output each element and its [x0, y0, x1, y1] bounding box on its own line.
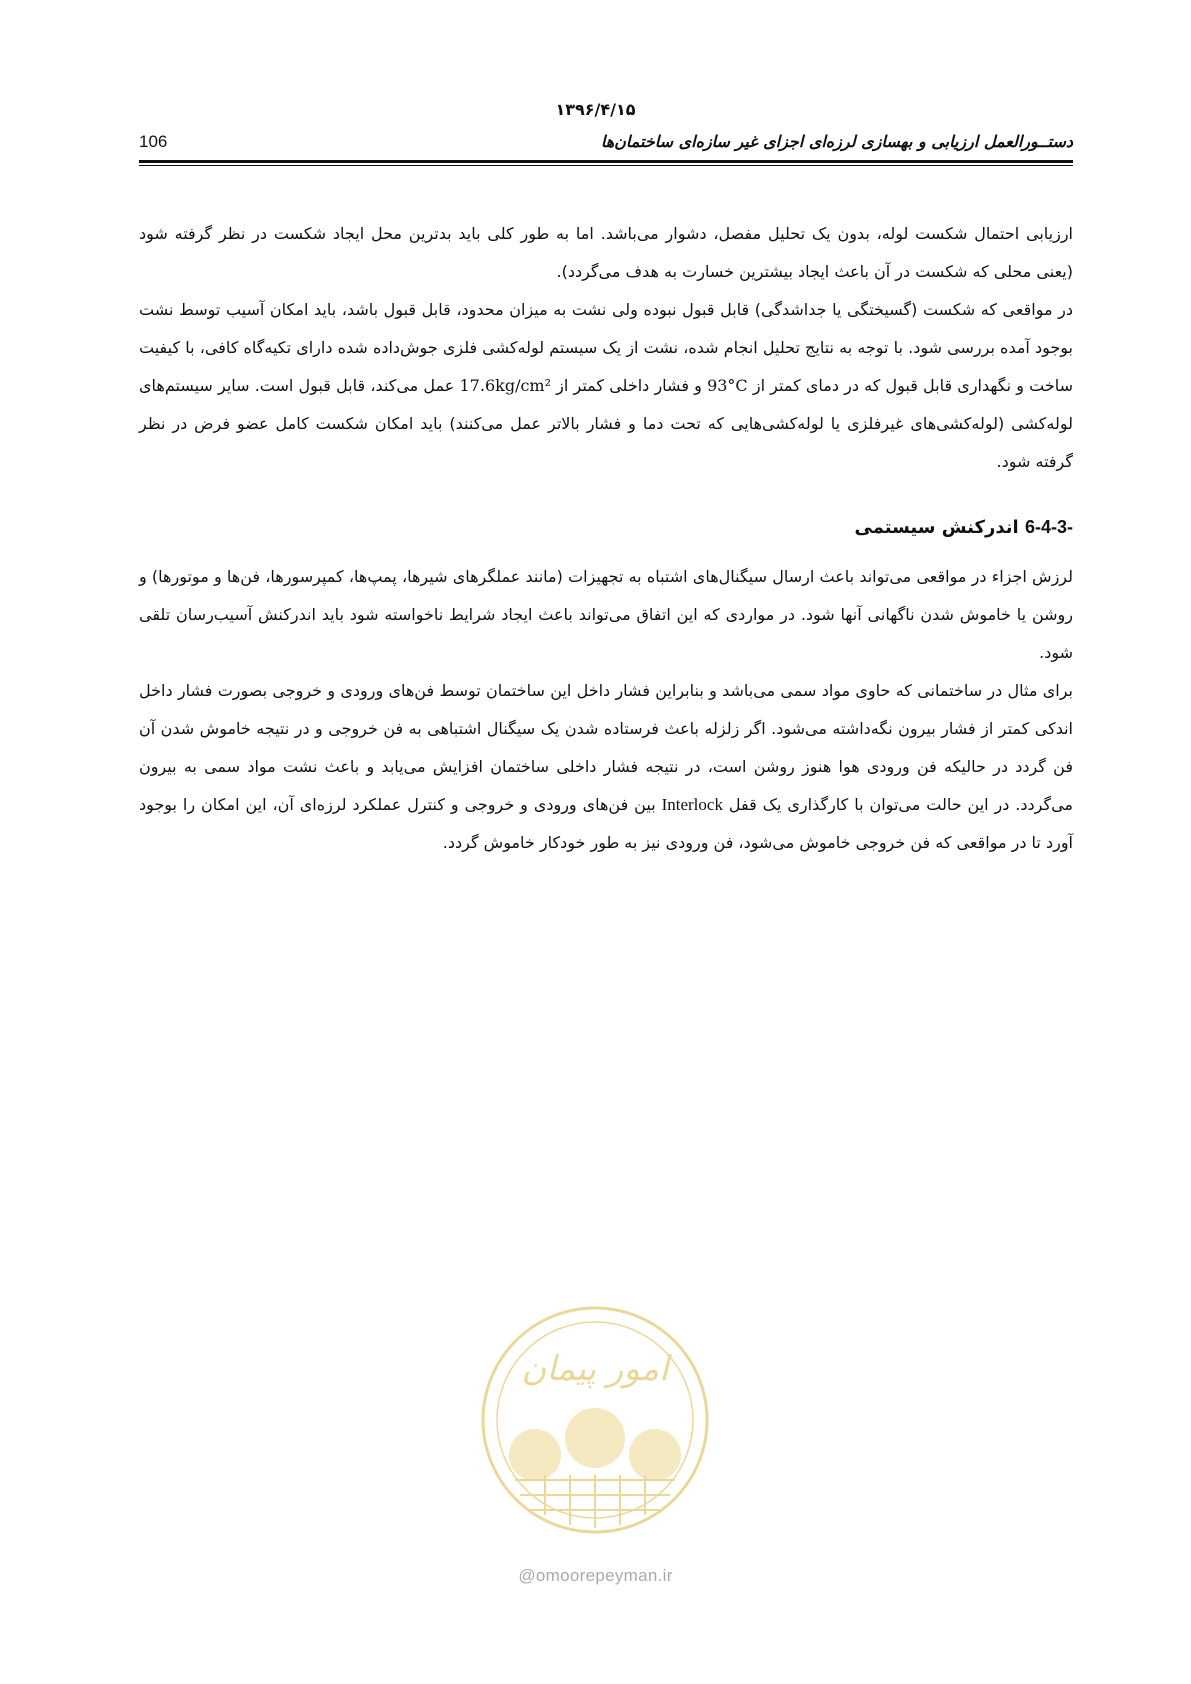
paragraph-leakage [139, 291, 1073, 481]
section-title: اندرکنش سیستمی [854, 517, 1019, 538]
paragraph-leakage-text-2: و فشار داخلی کمتر از [556, 376, 702, 395]
watermark-url: @omoorepeyman.ir [518, 1566, 673, 1585]
paragraph-leakage-text-3: عمل می‌کند، قابل قبول است. سایر سیستم‌های لوله‌کشی (لوله‌کشی‌های غیرفلزی یا لوله‌کشی‌هایی که تحت دما و فشار بالاتر عمل می‌کنند) باید امکان شکست کامل عضو فرض در نظر گرفته شود. [139, 376, 1073, 471]
watermark-logo-text: امور پیمان [521, 1349, 669, 1389]
section-number: 6-4-3- [1024, 517, 1073, 537]
page-header [139, 126, 1073, 160]
header-rule [139, 160, 1073, 163]
paragraph-example [139, 672, 1073, 862]
interlock-term: Interlock [661, 795, 723, 814]
pressure-value: 17.6kg/cm² [459, 376, 551, 395]
paragraph-example-text-1: برای مثال در ساختمانی که حاوی مواد سمی می‌باشد و بنابراین فشار داخل این ساختمان توسط فن‌های ورودی و خروجی بصورت فشار داخل اندکی کمتر از فشار بیرون نگه‌داشته می‌شود. اگر زلزله باعث فرستاده شدن یک سیگنال اشتباهی به فن خروجی و در نتیجه خاموش شدن آن فن گردد در حالیکه فن ورودی هوا هنوز روشن است، در نتیجه فشار داخلی ساختمان افزایش می‌یابد و باعث نشت مواد سمی به بیرون می‌گردد. در این حالت می‌توان با کارگذاری یک قفل [139, 681, 1073, 814]
header-date: ۱۳۹۶/۴/۱۵ [555, 100, 636, 119]
header-rule-thin [139, 165, 1073, 166]
page-number: 106 [139, 132, 168, 151]
paragraph-vibration: لرزش اجزاء در مواقعی می‌تواند باعث ارسال سیگنال‌های اشتباه به تجهیزات (مانند عملگرهای شیرها، پمپ‌ها، کمپرسورها، فن‌ها و موتورها) و روشن یا خاموش شدن ناگهانی آنها شود. در مواردی که این اتفاق می‌تواند باعث ایجاد شرایط ناخواسته شود باید اندرکنش آسیب‌رسان تلقی شود. [139, 567, 1073, 662]
watermark-logo [475, 1300, 715, 1540]
paragraph-pipe-failure: ارزیابی احتمال شکست لوله، بدون یک تحلیل مفصل، دشوار می‌باشد. اما به طور کلی باید بدترین محل ایجاد شکست در نظر گرفته شود (یعنی محلی که شکست در آن باعث ایجاد بیشترین خسارت به هدف می‌گردد). [139, 224, 1073, 281]
paragraph-leakage-text-1: در مواقعی که شکست (گسیختگی یا جداشدگی) قابل قبول نبوده ولی نشت به میزان محدود، قابل قبول باشد، باید امکان آسیب توسط نشت بوجود آمده بررسی شود. با توجه به نتایج تحلیل انجام شده، نشت از یک سیستم لوله‌کشی فلزی جوش‌داده شده دارای تکیه‌گاه کافی، با کیفیت ساخت و نگهداری قابل قبول که در دمای کمتر از [139, 300, 1074, 395]
document-title: دستــورالعمل ارزیابی و بهسازی لرزه‌ای اجزای غیر سازه‌ای ساختمان‌ها [600, 132, 1073, 151]
section-heading [139, 507, 1073, 548]
page-body [139, 215, 1073, 862]
temperature-value: 93°C [707, 376, 748, 395]
paragraph-example-text-2: بین فن‌های ورودی و خروجی و کنترل عملکرد لرزه‌ای آن، این امکان را بوجود آورد تا در مواقعی که فن خروجی خاموش می‌شود، فن ورودی نیز به طور خودکار خاموش گردد. [139, 795, 1073, 852]
